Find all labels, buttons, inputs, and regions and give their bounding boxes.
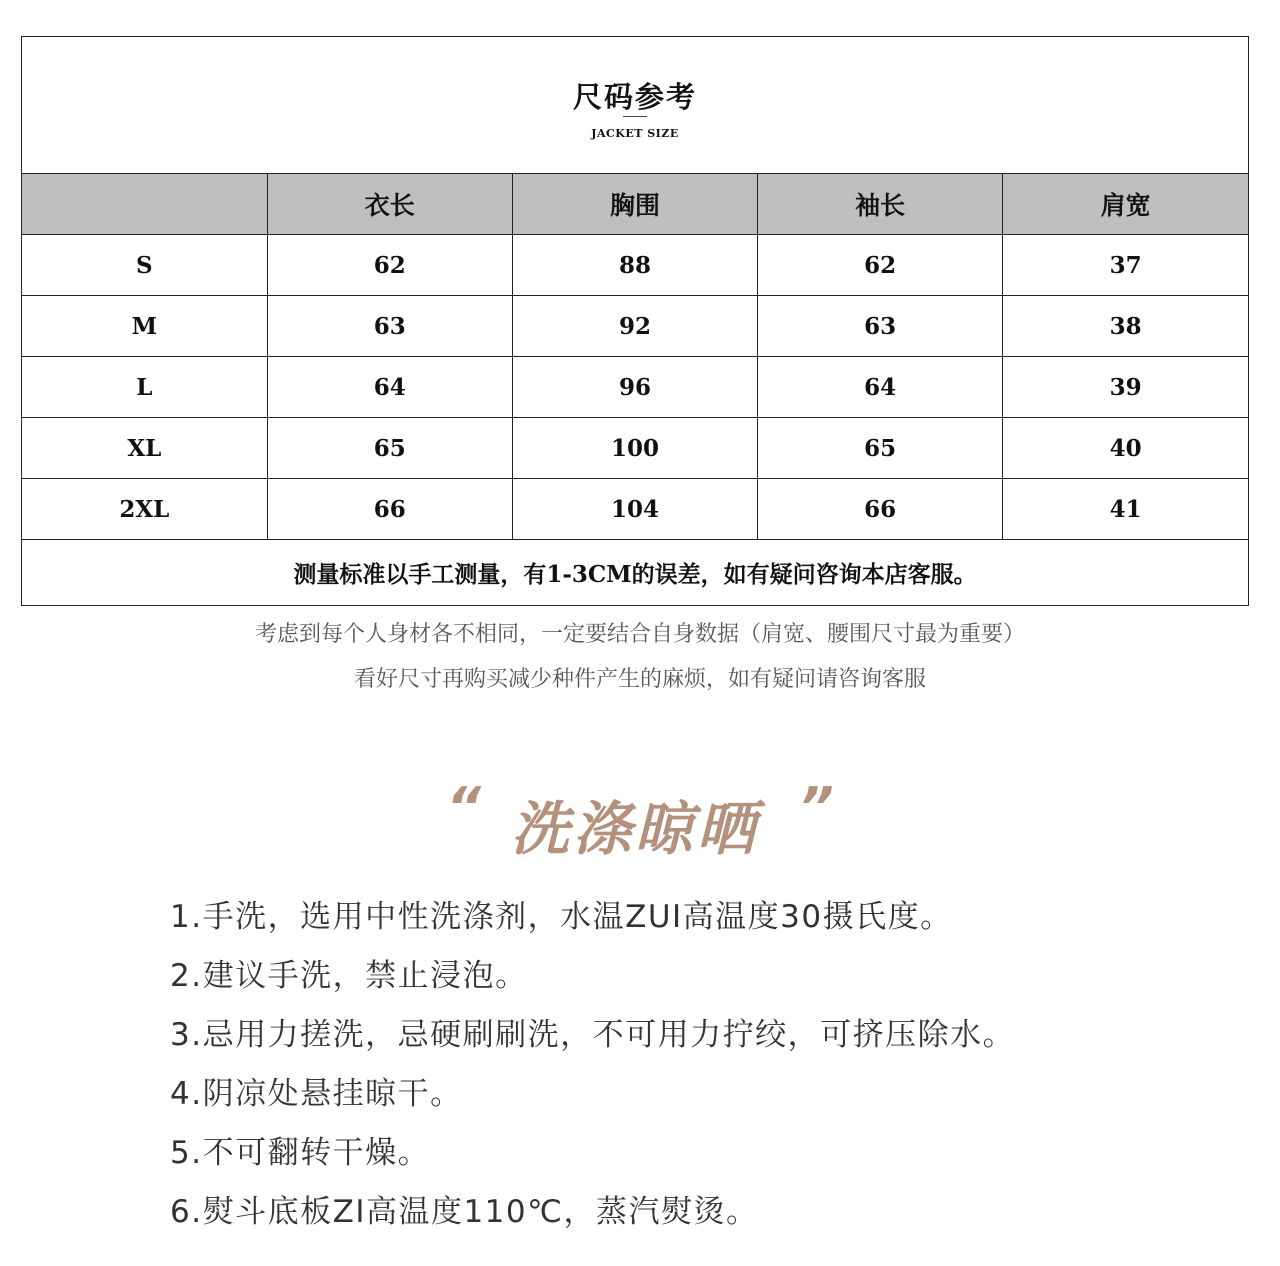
size-label-cell: 2XL [22, 479, 267, 540]
table-cell: 100 [512, 418, 757, 479]
sizing-advice-line-1: 考虑到每个人身材各不相同，一定要结合自身数据（肩宽、腰围尺寸最为重要） [254, 622, 1025, 647]
table-row [22, 479, 1248, 540]
table-cell: 40 [1003, 418, 1248, 479]
washing-instructions-list [170, 893, 1015, 1247]
washing-section-title [0, 776, 1280, 866]
table-cell: 62 [758, 235, 1003, 296]
column-header [22, 174, 267, 235]
size-label-cell: XL [22, 418, 267, 479]
table-cell: 96 [512, 357, 757, 418]
table-cell: 63 [758, 296, 1003, 357]
size-table [22, 174, 1248, 604]
column-header: 衣长 [267, 174, 512, 235]
table-cell: 66 [267, 479, 512, 540]
list-item: 2.建议手洗，禁止浸泡。 [170, 958, 528, 994]
size-label-cell: S [22, 235, 267, 296]
table-cell: 41 [1003, 479, 1248, 540]
close-quote-mark: ” [799, 776, 834, 839]
size-chart-header [22, 37, 1248, 174]
table-header-row [22, 174, 1248, 235]
size-label-cell: L [22, 357, 267, 418]
table-row [22, 296, 1248, 357]
size-label-cell: M [22, 296, 267, 357]
list-item: 6.熨斗底板ZI高温度110℃，蒸汽熨烫。 [170, 1194, 759, 1230]
measurement-note-row [22, 540, 1248, 605]
washing-title-text: 洗涤晾晒 [510, 795, 759, 863]
sizing-advice-line-2: 看好尺寸再购买减少种件产生的麻烦，如有疑问请咨询客服 [353, 667, 926, 692]
table-row [22, 235, 1248, 296]
table-cell: 104 [512, 479, 757, 540]
size-chart-subtitle: JACKET SIZE [591, 127, 679, 140]
table-cell: 92 [512, 296, 757, 357]
size-chart [21, 36, 1249, 606]
table-cell: 64 [267, 357, 512, 418]
table-cell: 88 [512, 235, 757, 296]
table-cell: 37 [1003, 235, 1248, 296]
table-row [22, 418, 1248, 479]
column-header: 胸围 [512, 174, 757, 235]
table-row [22, 357, 1248, 418]
table-cell: 39 [1003, 357, 1248, 418]
list-item: 4.阴凉处悬挂晾干。 [170, 1076, 463, 1112]
table-cell: 65 [758, 418, 1003, 479]
list-item: 3.忌用力搓洗，忌硬刷刷洗，不可用力拧绞，可挤压除水。 [170, 1017, 1016, 1053]
title-divider [623, 116, 647, 117]
size-chart-title: 尺码参考 [572, 80, 697, 114]
open-quote-mark: “ [446, 776, 481, 839]
column-header: 肩宽 [1003, 174, 1248, 235]
list-item: 1.手洗，选用中性洗涤剂，水温ZUI高温度30摄氏度。 [170, 899, 953, 935]
table-cell: 65 [267, 418, 512, 479]
table-cell: 38 [1003, 296, 1248, 357]
measurement-note: 测量标准以手工测量，有1-3CM的误差，如有疑问咨询本店客服。 [22, 540, 1248, 605]
column-header: 袖长 [758, 174, 1003, 235]
table-cell: 66 [758, 479, 1003, 540]
table-cell: 64 [758, 357, 1003, 418]
table-cell: 62 [267, 235, 512, 296]
table-cell: 63 [267, 296, 512, 357]
list-item: 5.不可翻转干燥。 [170, 1135, 431, 1171]
